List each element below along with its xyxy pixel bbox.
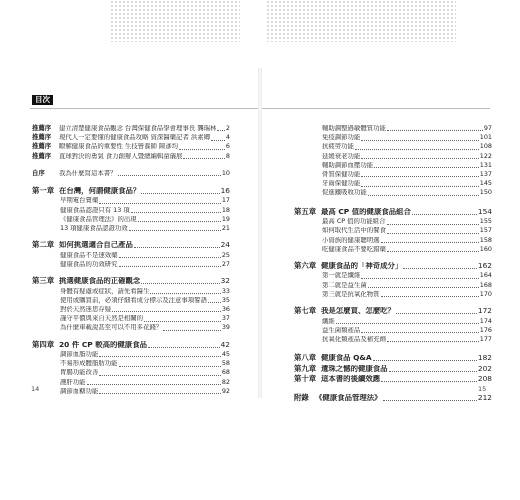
toc-leader-dots <box>119 262 221 268</box>
toc-entry-page-number: 33 <box>221 286 230 295</box>
toc-entry-label: 第五章 <box>294 206 317 216</box>
toc-item-entry <box>322 291 492 298</box>
toc-entry-title: 免疫調節功能 <box>322 134 361 142</box>
toc-entry-page-number: 6 <box>225 142 230 151</box>
toc-entry-page-number: 17 <box>221 196 230 205</box>
toc-leader-dots <box>134 243 220 249</box>
toc-entry-title: 抗疲勞功能 <box>322 143 354 151</box>
toc-entry-page-number: 158 <box>479 235 492 244</box>
toc-entry-title: 《健康食品管理法》的出現 <box>60 215 137 223</box>
toc-entry-page-number: 8 <box>225 151 230 160</box>
toc-leader-dots <box>131 207 221 213</box>
toc-entry-title: 現代人一定要懂的健康食品攻略 資深醫藥記者 洪素卿 <box>59 134 211 142</box>
toc-leader-dots <box>211 135 225 141</box>
toc-item-entry <box>322 218 492 225</box>
toc-entry-page-number: 157 <box>479 226 492 235</box>
toc-leader-dots <box>355 144 479 150</box>
toc-chapter-entry <box>294 208 492 217</box>
toc-item-entry <box>322 237 492 244</box>
toc-entry-title: 骨質保健功能 <box>322 171 361 178</box>
toc-leader-dots <box>373 356 477 362</box>
toc-entry-title: 健康食品的功效研究 <box>60 260 118 268</box>
toc-item-entry <box>60 252 230 259</box>
toc-item-entry <box>322 318 492 325</box>
toc-item-entry <box>60 297 230 304</box>
toc-entry-page-number: 174 <box>479 316 492 325</box>
toc-leader-dots <box>336 318 479 324</box>
toc-item-entry <box>322 180 492 187</box>
toc-leader-dots <box>163 325 221 331</box>
toc-entry-title: 延緩衰老功能 <box>322 152 361 160</box>
toc-item-entry <box>60 369 230 376</box>
toc-entry-label: 推薦序 <box>32 124 52 132</box>
toc-item-entry <box>60 351 230 358</box>
toc-entry-title: 輔助調節血壓功能 <box>322 161 374 169</box>
toc-leader-dots <box>129 226 221 232</box>
page-number-left: 14 <box>31 385 40 393</box>
toc-entry-page-number: 36 <box>221 304 230 313</box>
toc-item-entry <box>322 162 492 169</box>
toc-leader-dots <box>383 395 477 401</box>
toc-entry-page-number: 21 <box>221 223 230 232</box>
toc-leader-dots <box>381 237 479 243</box>
toc-entry-page-number: 82 <box>221 377 230 386</box>
toc-entry-title: 健康食品不是速效藥 <box>60 251 118 259</box>
toc-entry-label: 第八章 <box>294 353 317 363</box>
toc-entry-title: 纖維 <box>322 317 335 325</box>
toc-entry-title: 我是怎麼買、怎麼吃？ <box>321 307 395 315</box>
toc-leader-dots <box>361 135 478 141</box>
toc-entry-page-number: 42 <box>220 339 230 349</box>
toc-entry-title: 調節血糖功能 <box>60 387 99 395</box>
toc-entry-title: 小資族的健康聰明選 <box>322 236 380 244</box>
toc-entry-title: 最高 CP 值的健康食品組合 <box>321 207 411 216</box>
toc-entry-title: 健康食品認證只有 13 項 <box>60 206 130 214</box>
toc-entry-label: 第六章 <box>294 260 317 270</box>
toc-leader-dots <box>99 352 221 358</box>
toc-entry-page-number: 32 <box>220 276 230 285</box>
toc-entry-title: 第二就是益生菌 <box>322 281 367 289</box>
toc-entry-title: 遺珠之憾的健康食品 <box>321 364 388 373</box>
toc-leader-dots <box>387 337 479 343</box>
toc-entry-title: 輔助調整過敏體質功能 <box>322 125 386 132</box>
toc-item-entry <box>60 288 230 295</box>
toc-item-entry <box>322 272 492 279</box>
toc-item-entry <box>32 125 230 132</box>
toc-item-entry <box>32 170 230 177</box>
toc-leader-dots <box>374 163 479 169</box>
toc-item-entry <box>322 227 492 234</box>
toc-entry-label: 第十章 <box>294 374 317 384</box>
toc-item-entry <box>60 324 230 331</box>
toc-item-entry <box>60 388 230 395</box>
toc-leader-dots <box>87 380 221 386</box>
toc-leader-dots <box>361 328 478 334</box>
toc-chapter-entry <box>294 354 492 363</box>
toc-entry-title: 牙齒保健功能 <box>322 180 361 188</box>
toc-item-entry <box>60 360 230 367</box>
toc-leader-dots <box>150 288 220 294</box>
toc-leader-dots <box>119 361 221 367</box>
toc-entry-label: 第三章 <box>32 276 55 285</box>
toc-entry-page-number: 150 <box>479 188 492 197</box>
toc-leader-dots <box>119 253 221 259</box>
toc-entry-page-number: 168 <box>479 280 492 289</box>
toc-leader-dots <box>138 217 221 223</box>
toc-entry-title: 第三就是抗氧化物質 <box>322 290 380 298</box>
toc-entry-title: 在台灣，何謂健康食品？ <box>59 186 141 195</box>
toc-chapter-entry <box>294 394 492 403</box>
toc-entry-page-number: 18 <box>221 205 230 214</box>
toc-leader-dots <box>144 316 221 322</box>
toc-leader-dots <box>118 171 221 177</box>
toc-item-entry <box>322 336 492 343</box>
toc-heading-badge: 目次 <box>32 95 53 105</box>
toc-entry-title: 如何取代生活中的餐食 <box>322 227 386 235</box>
toc-entry-label: 第九章 <box>294 363 317 373</box>
toc-leader-dots <box>381 292 479 298</box>
toc-entry-label: 附錄 <box>294 392 309 402</box>
toc-item-entry <box>32 143 230 150</box>
toc-item-entry <box>60 207 230 214</box>
toc-entry-page-number: 208 <box>477 374 492 384</box>
toc-entry-label: 推薦序 <box>32 133 52 142</box>
toc-leader-dots <box>183 154 224 160</box>
toc-entry-page-number: 172 <box>477 306 492 315</box>
toc-leader-dots <box>217 126 224 132</box>
toc-leader-dots <box>412 209 477 215</box>
toc-entry-label: 第七章 <box>294 306 317 315</box>
toc-entry-title: 健康食品 Q&A <box>321 354 372 363</box>
toc-entry-title: 調節血脂功能 <box>60 351 99 358</box>
toc-entry-title: 使用或購買前，必須仔細看成分標示及注意事項警語 <box>60 296 207 304</box>
toc-entry-page-number: 25 <box>221 250 230 259</box>
toc-entry-page-number: 122 <box>479 151 492 160</box>
toc-leader-dots <box>141 279 219 285</box>
toc-chapter-entry <box>294 365 492 374</box>
toc-entry-title: 挑選健康食品的正確觀念 <box>59 277 141 285</box>
toc-chapter-entry <box>32 241 230 250</box>
toc-entry-title: 健康食品的「神奇成分」 <box>321 261 403 270</box>
toc-entry-page-number: 182 <box>477 353 492 363</box>
toc-item-entry <box>322 282 492 289</box>
toc-leader-dots <box>368 283 479 289</box>
page-number-right: 15 <box>478 385 487 393</box>
toc-leader-dots <box>99 198 221 204</box>
toc-leader-dots <box>361 172 478 178</box>
toc-entry-title: 直球對決的勇氣 食力創辦人暨總編輯童儀展 <box>59 152 183 160</box>
toc-item-entry <box>322 153 492 160</box>
toc-entry-label: 第二章 <box>32 240 55 250</box>
toc-entry-page-number: 162 <box>477 260 492 270</box>
header-rule-left <box>30 108 258 109</box>
toc-entry-page-number: 92 <box>221 386 230 395</box>
toc-entry-page-number: 16 <box>220 185 230 195</box>
toc-chapter-entry <box>294 262 492 271</box>
toc-entry-title: 護肝功能 <box>60 378 86 386</box>
toc-item-entry <box>322 246 492 253</box>
toc-entry-title: 益生菌類產品 <box>322 326 361 334</box>
header-rule-right <box>262 108 490 109</box>
toc-entry-page-number: 170 <box>479 289 492 298</box>
toc-leader-dots <box>148 342 220 348</box>
toc-entry-title: 這本書的後續效應 <box>321 375 381 384</box>
toc-item-entry <box>60 315 230 322</box>
toc-entry-page-number: 202 <box>477 363 492 373</box>
toc-entry-page-number: 131 <box>479 160 492 169</box>
toc-entry-page-number: 10 <box>221 168 230 177</box>
toc-entry-title: 胃腸功能改善 <box>60 369 99 377</box>
toc-item-entry <box>32 153 230 160</box>
toc-leader-dots <box>368 190 479 196</box>
toc-item-entry <box>322 125 492 132</box>
toc-entry-title: 不易形成體脂肪功能 <box>60 360 118 368</box>
toc-entry-label: 第一章 <box>32 185 55 195</box>
toc-entry-title: 20 件 CP 較高的健康食品 <box>59 340 147 349</box>
toc-entry-title: 我為什麼寫這本書？ <box>59 169 117 177</box>
toc-leader-dots <box>99 370 221 376</box>
toc-chapter-entry <box>32 341 230 350</box>
toc-entry-title: 瞭解健康食品的重要性 生技營養師 陳彥均 <box>59 143 179 151</box>
toc-leader-dots <box>387 219 479 225</box>
toc-entry-title: 13 項健康食品認證功效 <box>60 224 128 232</box>
toc-leader-dots <box>179 144 225 150</box>
toc-leader-dots <box>403 263 477 269</box>
halftone-decoration-right <box>266 0 456 42</box>
toc-entry-title: 《健康食品管理法》 <box>315 393 382 402</box>
toc-entry-page-number: 27 <box>221 259 230 268</box>
toc-entry-page-number: 37 <box>221 314 230 323</box>
halftone-decoration-left <box>110 0 240 42</box>
toc-chapter-entry <box>32 187 230 196</box>
toc-entry-title: 早期電台賣藥 <box>60 197 99 205</box>
toc-entry-page-number: 137 <box>479 170 492 178</box>
toc-entry-page-number: 35 <box>221 295 230 304</box>
toc-leader-dots <box>208 298 221 304</box>
toc-entry-label: 推薦序 <box>32 151 52 160</box>
toc-entry-title: 建立清楚健康食品觀念 台灣保健食品學會理事長 龔瑞林 <box>59 125 217 132</box>
toc-entry-page-number: 155 <box>479 217 492 226</box>
toc-entry-title: 促進鐵吸收功能 <box>322 189 367 197</box>
toc-entry-title: 最高 CP 值的功能組合 <box>322 218 386 226</box>
toc-item-entry <box>322 189 492 196</box>
toc-item-entry <box>60 379 230 386</box>
toc-entry-page-number: 2 <box>225 124 230 132</box>
toc-entry-title: 謹守平價與來自天然是相關的 <box>60 315 144 323</box>
toc-entry-label: 自序 <box>32 168 45 177</box>
toc-leader-dots <box>389 366 477 372</box>
toc-entry-page-number: 97 <box>483 124 492 132</box>
toc-leader-dots <box>361 181 478 187</box>
toc-item-entry <box>322 171 492 178</box>
toc-entry-page-number: 177 <box>479 334 492 343</box>
toc-leader-dots <box>387 126 483 132</box>
toc-entry-title: 第一就是纖維 <box>322 272 361 280</box>
toc-entry-page-number: 160 <box>479 244 492 253</box>
toc-leader-dots <box>361 273 478 279</box>
toc-leader-dots <box>361 154 478 160</box>
toc-item-entry <box>60 225 230 232</box>
toc-chapter-entry <box>294 307 492 316</box>
toc-entry-title: 身體有疑慮或症狀，請先看醫生 <box>60 287 150 295</box>
toc-entry-page-number: 19 <box>221 214 230 223</box>
toc-item-entry <box>60 261 230 268</box>
toc-entry-page-number: 39 <box>221 323 230 332</box>
toc-entry-page-number: 68 <box>221 368 230 377</box>
toc-leader-dots <box>396 309 477 315</box>
toc-entry-page-number: 164 <box>479 271 492 280</box>
toc-entry-title: 如何挑選適合自己產品 <box>59 241 133 250</box>
toc-item-entry <box>32 134 230 141</box>
toc-entry-title: 對於天然迷思存疑 <box>60 305 112 313</box>
toc-entry-page-number: 58 <box>221 359 230 368</box>
toc-entry-label: 推薦序 <box>32 142 52 151</box>
toc-leader-dots <box>387 228 479 234</box>
toc-item-entry <box>60 306 230 313</box>
toc-entry-label: 第四章 <box>32 339 55 349</box>
toc-leader-dots <box>381 377 477 383</box>
toc-item-entry <box>322 134 492 141</box>
toc-entry-title: 抗氧化類產品及補充劑 <box>322 335 386 343</box>
toc-entry-page-number: 101 <box>479 133 492 142</box>
toc-entry-page-number: 4 <box>225 133 230 142</box>
toc-entry-page-number: 45 <box>221 350 230 358</box>
toc-leader-dots <box>112 307 221 313</box>
toc-leader-dots <box>387 247 479 253</box>
toc-entry-title: 為什麼車載說甚至可以不用多花錢？ <box>60 324 163 332</box>
toc-leader-dots <box>99 389 221 395</box>
toc-entry-page-number: 108 <box>479 142 492 151</box>
toc-chapter-entry <box>32 277 230 286</box>
toc-item-entry <box>60 216 230 223</box>
toc-leader-dots <box>141 188 219 194</box>
toc-entry-page-number: 145 <box>479 179 492 188</box>
toc-item-entry <box>60 197 230 204</box>
toc-entry-page-number: 24 <box>220 240 230 250</box>
toc-entry-page-number: 176 <box>479 325 492 334</box>
toc-entry-page-number: 212 <box>477 392 492 402</box>
toc-item-entry <box>322 327 492 334</box>
toc-entry-title: 吃健康食品不要吃錯藥 <box>322 245 386 253</box>
toc-chapter-entry <box>294 375 492 384</box>
toc-item-entry <box>322 143 492 150</box>
toc-entry-page-number: 154 <box>477 206 492 216</box>
